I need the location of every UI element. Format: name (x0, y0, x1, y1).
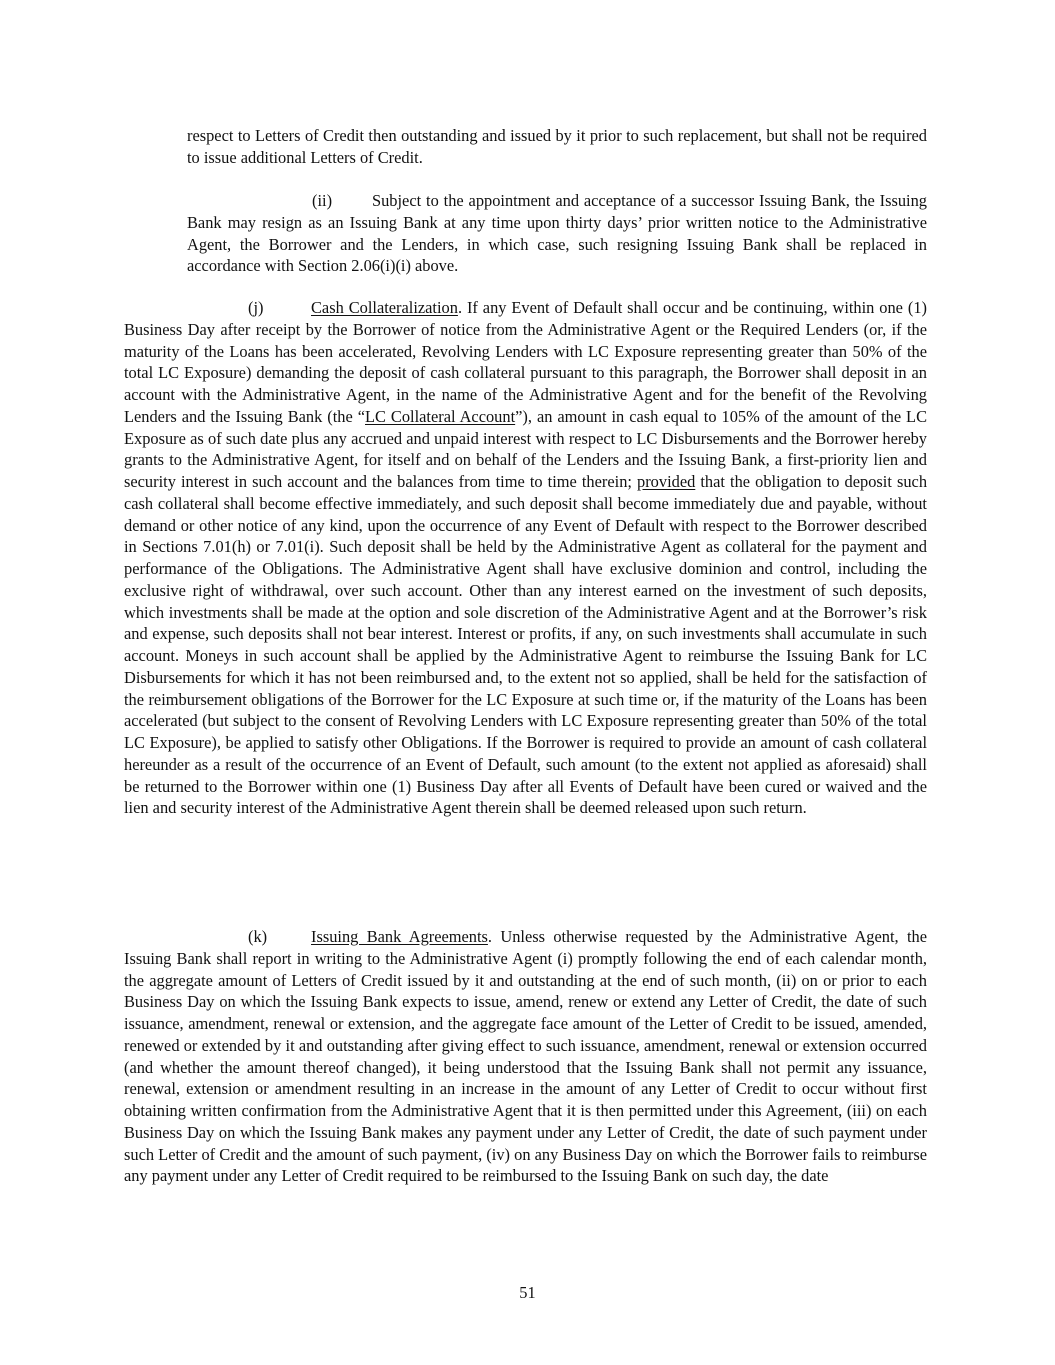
paragraph-k (124, 926, 927, 1187)
paragraph-k-marker: (k) (248, 927, 268, 946)
paragraph-j-marker: (j) (248, 298, 264, 317)
paragraph-ii (187, 190, 927, 277)
page-number: 51 (519, 1283, 536, 1302)
proviso-term: provided (637, 472, 696, 491)
paragraph-j-text-1: . If any Event of Default shall occur and be continuing, within one (1) Business Day after receipt by the Borrower of notice from the Administrative Agent or the Required Lenders (or, if the maturity of the Loans has been accelerated, Revolving Lenders with LC Exposure representing greater than 50% of the total LC Exposure) demanding the deposit of cash collateral pursuant to this paragraph, the Borrower shall deposit in an account with the Administrative Agent, in the name of the Administrative Agent and for the benefit of the Revolving Lenders and the Issuing Bank (the “ (124, 298, 927, 426)
paragraph-carryover: respect to Letters of Credit then outstanding and issued by it prior to such replacement, but shall not be required to issue additional Letters of Credit. (187, 126, 927, 167)
paragraph-j (124, 297, 927, 819)
paragraph-j-text-2: ”), an amount in cash equal to 105% of the amount of the LC Exposure as of such date plus any accrued and unpaid interest with respect to LC Disbursements and the Borrower hereby grants to the Administrative Agent, for itself and on behalf of the Lenders and the Issuing Bank, a first-priority lien and security interest in such account and the balances from time to time therein; (124, 406, 928, 491)
paragraph-ii-text: Subject to the appointment and acceptance of a successor Issuing Bank, the Issuing Bank may resign as an Issuing Bank at any time upon thirty days’ prior written notice to the Administrative Agent, the Borrower and the Lenders, in which case, such resigning Issuing Bank shall be replaced in accordance with Section 2.06(i)(i) above. (187, 191, 927, 276)
defined-term-lc-collateral-account: LC Collateral Account (365, 406, 516, 426)
paragraph-j-text-3: that the obligation to deposit such cash collateral shall become effective immediately, and such deposit shall become immediately due and payable, without demand or other notice of any kind, upon the occurrence of any Event of Default with respect to the Borrower described in Sections 7.01(h) or 7.01(i). Such deposit shall be held by the Administrative Agent as collateral for the payment and performance of the Obligations. The Administrative Agent shall have exclusive dominion and control, including the exclusive right of withdrawal, over such account. Other than any interest earned on the investment of such deposits, which investments shall be made at the option and sole discretion of the Administrative Agent and at the Borrower’s risk and expense, such deposits shall not bear interest. Interest or profits, if any, on such investments shall accumulate in such account. Moneys in such account shall be applied by the Administrative Agent to reimburse the Issuing Bank for LC Disbursements for which it has not been reimbursed and, to the extent not so applied, shall be held for the satisfaction of the reimbursement obligations of the Borrower for the LC Exposure at such time or, if the maturity of the Loans has been accelerated (but subject to the consent of Revolving Lenders with LC Exposure representing greater than 50% of the total LC Exposure), be applied to satisfy other Obligations. If the Borrower is required to provide an amount of cash collateral hereunder as a result of the occurrence of an Event of Default, such amount (to the extent not applied as aforesaid) shall be returned to the Borrower within one (1) Business Day after all Events of Default have been cured or waived and the lien and security interest of the Administrative Agent therein shall be deemed released upon such return. (124, 472, 928, 818)
paragraph-k-heading: Issuing Bank Agreements (311, 927, 488, 946)
paragraph-j-heading: Cash Collateralization (311, 298, 458, 317)
paragraph-ii-marker: (ii) (312, 191, 333, 210)
paragraph-k-text: . Unless otherwise requested by the Administrative Agent, the Issuing Bank shall report in writing to the Administrative Agent (i) promptly following the end of each calendar month, the aggregate amount of Letters of Credit issued by it and outstanding at the end of such month, (ii) on or prior to each Business Day on which the Issuing Bank expects to issue, amend, renew or extend any Letter of Credit, the date of such issuance, amendment, renewal or extension, and the aggregate face amount of the Letter of Credit to be issued, amended, renewed or extended by it and outstanding after giving effect to such issuance, amendment, renewal or extension occurred (and whether the amount thereof changed), it being understood that the Issuing Bank shall not permit any issuance, renewal, extension or amendment resulting in an increase in the amount of any Letter of Credit to occur without first obtaining written confirmation from the Administrative Agent that it is then permitted under this Agreement, (iii) on each Business Day on which the Issuing Bank makes any payment under any Letter of Credit, the date of such payment under such Letter of Credit and the amount of such payment, (iv) on any Business Day on which the Borrower fails to reimburse any payment under any Letter of Credit required to be reimbursed to the Issuing Bank on such day, the date (124, 927, 927, 1186)
